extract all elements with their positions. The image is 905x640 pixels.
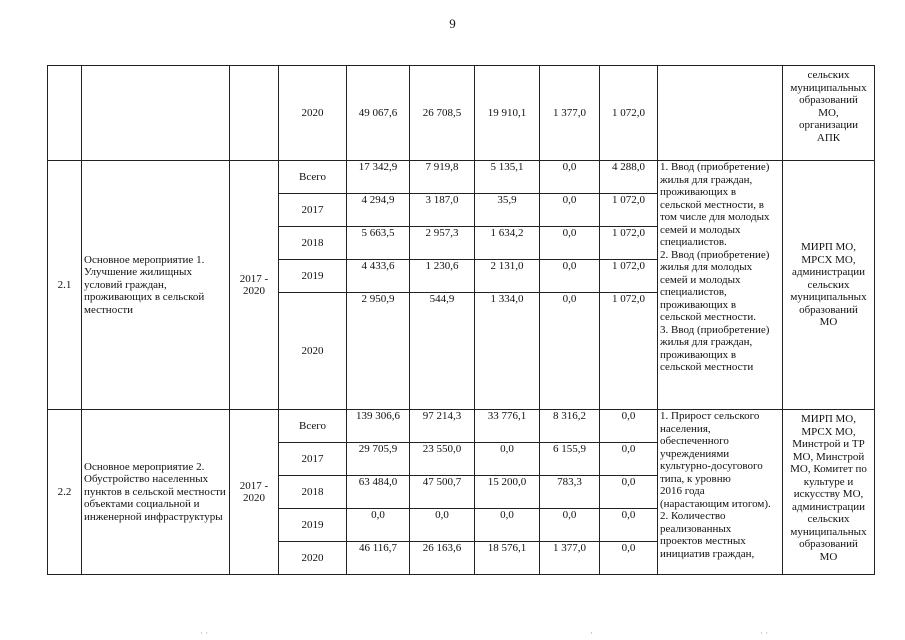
result-cell <box>658 66 783 161</box>
value-cell: 0,0 <box>540 293 600 410</box>
executor-cell <box>783 410 875 575</box>
result-line: сельской местности <box>660 361 754 373</box>
value-cell: 0,0 <box>540 227 600 260</box>
value-cell: 26 708,5 <box>410 66 475 161</box>
value-cell: 2 957,3 <box>410 227 475 260</box>
value-cell: 0,0 <box>600 542 658 575</box>
executor-line: МРСХ МО, <box>801 425 856 438</box>
value-cell: 0,0 <box>540 509 600 542</box>
value-cell: 1 072,0 <box>600 260 658 293</box>
value-cell: 0,0 <box>600 443 658 476</box>
program-table <box>47 65 875 575</box>
value-cell: 1 230,6 <box>410 260 475 293</box>
value-cell: 17 342,9 <box>347 161 410 194</box>
executor-line: МО <box>819 550 838 563</box>
page-number: 9 <box>449 16 456 31</box>
result-line: реализованных <box>660 522 732 535</box>
result-line: жилья для граждан, <box>660 336 753 348</box>
value-cell: 2 131,0 <box>475 260 540 293</box>
executor-line: организации <box>798 119 859 131</box>
value-cell: 1 377,0 <box>540 542 600 575</box>
value-cell: 23 550,0 <box>410 443 475 476</box>
period-cell <box>230 66 279 161</box>
executor-line: МО, <box>818 106 839 119</box>
result-line: культурно-досугового <box>660 460 763 472</box>
result-line: (нарастающим итогом). <box>660 497 771 510</box>
result-line: 3. Ввод (приобретение) <box>660 323 770 336</box>
executor-line: МО, Комитет по <box>790 463 867 475</box>
value-cell: 29 705,9 <box>347 443 410 476</box>
measure-number: 2.2 <box>48 410 82 575</box>
executor-line: администрации <box>792 500 865 513</box>
result-line: 1. Ввод (приобретение) <box>660 161 770 173</box>
result-line: 2016 года <box>660 485 705 497</box>
num-cell <box>48 66 82 161</box>
value-cell: 139 306,6 <box>347 410 410 443</box>
measure-period: 2017 - 2020 <box>230 410 279 575</box>
table-row <box>48 410 875 443</box>
executor-line: администрации <box>792 266 865 279</box>
result-line: семей и молодых <box>660 273 741 286</box>
value-cell: 19 910,1 <box>475 66 540 161</box>
value-cell: 0,0 <box>475 443 540 476</box>
value-cell: 544,9 <box>410 293 475 410</box>
executor-line: образований <box>799 303 858 316</box>
result-line: 1. Прирост сельского <box>660 410 760 422</box>
measure-period: 2017 - 2020 <box>230 161 279 410</box>
year-cell: 2020 <box>279 66 347 161</box>
value-cell: 0,0 <box>347 509 410 542</box>
scan-mark: · · <box>200 628 209 638</box>
value-cell: 2 950,9 <box>347 293 410 410</box>
executor-line: МИРП МО, <box>800 241 856 254</box>
value-cell: 47 500,7 <box>410 476 475 509</box>
value-cell: 3 187,0 <box>410 194 475 227</box>
value-cell: 49 067,6 <box>347 66 410 161</box>
value-cell: 1 377,0 <box>540 66 600 161</box>
result-line: жилья для граждан, <box>660 173 753 186</box>
table-row <box>48 161 875 194</box>
result-line: том числе для молодых <box>660 211 770 223</box>
value-cell: 4 294,9 <box>347 194 410 227</box>
value-cell: 0,0 <box>600 509 658 542</box>
name-cell <box>82 66 230 161</box>
value-cell: 1 072,0 <box>600 194 658 227</box>
executor-line: МО <box>819 316 838 329</box>
executor-cell <box>783 66 875 161</box>
result-line: учреждениями <box>660 447 730 460</box>
executor-line: образований <box>799 538 858 550</box>
result-line: специалистов, <box>660 286 727 298</box>
value-cell: 0,0 <box>540 194 600 227</box>
expected-result <box>658 410 783 575</box>
year-cell: 2018 <box>279 227 347 260</box>
value-cell: 4 433,6 <box>347 260 410 293</box>
table-row-continuation <box>48 66 875 161</box>
value-cell: 63 484,0 <box>347 476 410 509</box>
result-line: обеспеченного <box>660 435 729 447</box>
result-line: сельской местности. <box>660 311 757 323</box>
year-cell: Всего <box>279 410 347 443</box>
result-line: проживающих в <box>660 298 737 311</box>
year-cell: 2018 <box>279 476 347 509</box>
value-cell: 4 288,0 <box>600 161 658 194</box>
value-cell: 35,9 <box>475 194 540 227</box>
value-cell: 18 576,1 <box>475 542 540 575</box>
value-cell: 0,0 <box>540 161 600 194</box>
year-cell: 2017 <box>279 443 347 476</box>
executor-cell <box>783 161 875 410</box>
scan-mark: · <box>590 628 593 638</box>
measure-number: 2.1 <box>48 161 82 410</box>
year-cell: 2017 <box>279 194 347 227</box>
measure-name: Основное мероприятие 2. Обустройство населенных пунктов в сельской местности объектами социальной и инженерной инфраструктуры <box>82 410 230 575</box>
executor-line: АПК <box>816 131 841 144</box>
result-line: жилья для молодых <box>660 261 753 273</box>
table-body <box>48 66 875 575</box>
year-cell: 2020 <box>279 293 347 410</box>
result-line: инициатив граждан, <box>660 547 755 560</box>
executor-line: Минстрой и ТР <box>792 438 865 450</box>
result-line: специалистов. <box>660 236 727 248</box>
result-line: проживающих в <box>660 348 737 361</box>
value-cell: 0,0 <box>475 509 540 542</box>
executor-line: сельских <box>807 69 850 81</box>
value-cell: 1 634,2 <box>475 227 540 260</box>
value-cell: 46 116,7 <box>347 542 410 575</box>
year-cell: 2019 <box>279 260 347 293</box>
result-line: типа, к уровню <box>660 472 731 485</box>
expected-result <box>658 161 783 410</box>
value-cell: 0,0 <box>600 476 658 509</box>
result-line: проектов местных <box>660 535 746 547</box>
value-cell: 1 334,0 <box>475 293 540 410</box>
value-cell: 1 072,0 <box>600 66 658 161</box>
result-line: сельской местности, в <box>660 198 764 211</box>
value-cell: 5 663,5 <box>347 227 410 260</box>
value-cell: 6 155,9 <box>540 443 600 476</box>
result-line: семей и молодых <box>660 223 741 236</box>
year-cell: Всего <box>279 161 347 194</box>
executor-line: образований <box>799 94 858 106</box>
value-cell: 0,0 <box>540 260 600 293</box>
value-cell: 1 072,0 <box>600 227 658 260</box>
value-cell: 1 072,0 <box>600 293 658 410</box>
value-cell: 7 919,8 <box>410 161 475 194</box>
scan-mark: · · <box>760 628 769 638</box>
value-cell: 783,3 <box>540 476 600 509</box>
value-cell: 33 776,1 <box>475 410 540 443</box>
measure-name: Основное мероприятие 1. Улучшение жилищных условий граждан, проживающих в сельской местности <box>82 161 230 410</box>
value-cell: 15 200,0 <box>475 476 540 509</box>
year-cell: 2019 <box>279 509 347 542</box>
value-cell: 97 214,3 <box>410 410 475 443</box>
value-cell: 5 135,1 <box>475 161 540 194</box>
value-cell: 8 316,2 <box>540 410 600 443</box>
executor-line: муниципальных <box>790 525 867 538</box>
executor-line: МРСХ МО, <box>801 253 856 266</box>
result-line: проживающих в <box>660 186 737 198</box>
executor-line: муниципальных <box>790 81 867 94</box>
result-line: 2. Ввод (приобретение) <box>660 248 770 261</box>
value-cell: 0,0 <box>410 509 475 542</box>
executor-line: искусству МО, <box>793 488 864 500</box>
executor-line: МО, Минстрой <box>792 450 865 463</box>
executor-line: муниципальных <box>790 291 867 304</box>
result-line: 2. Количество <box>660 510 726 522</box>
value-cell: 26 163,6 <box>410 542 475 575</box>
executor-line: сельских <box>807 513 850 525</box>
result-line: населения, <box>660 422 711 435</box>
value-cell: 0,0 <box>600 410 658 443</box>
executor-line: МИРП МО, <box>800 413 856 425</box>
executor-line: сельских <box>807 278 850 291</box>
executor-line: культуре и <box>803 475 854 488</box>
year-cell: 2020 <box>279 542 347 575</box>
